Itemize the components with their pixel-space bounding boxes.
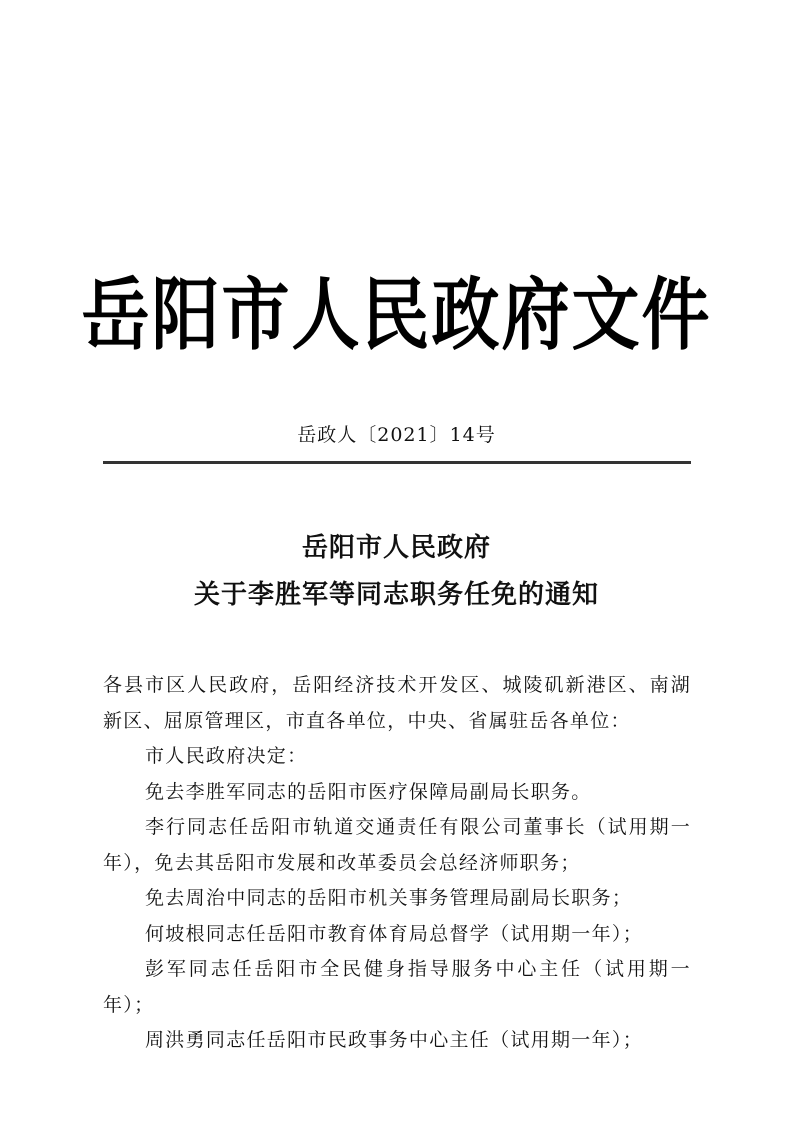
- addressee-paragraph: 各县市区人民政府，岳阳经济技术开发区、城陵矶新港区、南湖新区、屈原管理区，市直各单位，中央、省属驻岳各单位：: [103, 674, 691, 732]
- document-masthead: 岳阳市人民政府文件: [81, 269, 712, 362]
- notice-body: [103, 668, 691, 1059]
- body-paragraph: 李行同志任岳阳市轨道交通责任有限公司董事长（试用期一年），免去其岳阳市发展和改革委员会总经济师职务；: [103, 816, 691, 874]
- notice-title-line-2: 关于李胜军等同志职务任免的通知: [193, 580, 599, 610]
- body-paragraph: 免去李胜军同志的岳阳市医疗保障局副局长职务。: [145, 780, 592, 803]
- notice-title-line-1: 岳阳市人民政府: [301, 533, 491, 563]
- document-number: 岳政人〔2021〕14号: [297, 424, 496, 446]
- body-paragraph: 何坡根同志任岳阳市教育体育局总督学（试用期一年）；: [145, 922, 644, 945]
- body-paragraph: 免去周治中同志的岳阳市机关事务管理局副局长职务；: [145, 887, 633, 909]
- body-paragraph: 市人民政府决定：: [145, 745, 308, 767]
- body-paragraph: 周洪勇同志任岳阳市民政事务中心主任（试用期一年）；: [145, 1029, 644, 1051]
- header-divider: [103, 461, 691, 464]
- body-paragraph: 彭军同志任岳阳市全民健身指导服务中心主任（试用期一年）；: [103, 958, 691, 1016]
